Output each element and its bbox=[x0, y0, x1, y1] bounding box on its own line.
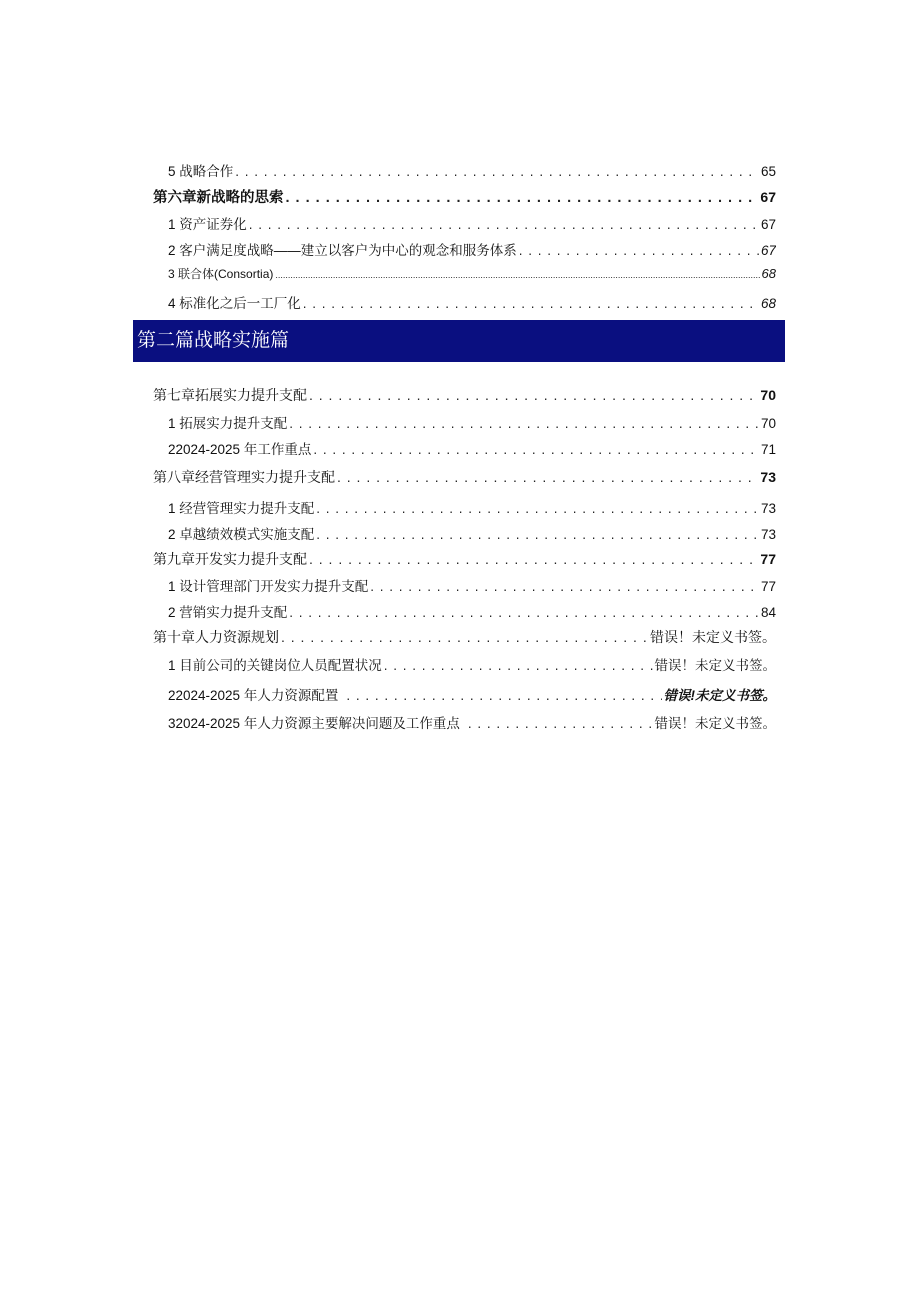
toc-entry-label: 5 战略合作 bbox=[168, 164, 234, 179]
toc-leader-dots bbox=[249, 217, 759, 232]
toc-entry-label: 1 资产证券化 bbox=[168, 217, 247, 232]
toc-entry-page: 68 bbox=[760, 296, 776, 311]
toc-entry-label: 第八章经营管理实力提升支配 bbox=[153, 469, 335, 485]
toc-entry-label: 第十章人力资源规划 bbox=[153, 629, 279, 645]
toc-leader-dots bbox=[286, 190, 759, 206]
toc-entry-page: 77 bbox=[760, 551, 776, 567]
toc-chapter-entry[interactable] bbox=[153, 549, 776, 569]
toc-entry-label: 1 经营管理实力提升支配 bbox=[168, 501, 315, 516]
toc-entry-label: 第七章拓展实力提升支配 bbox=[153, 387, 307, 403]
toc-leader-dots bbox=[337, 469, 758, 485]
toc-leader-dots bbox=[275, 270, 759, 280]
toc-entry-page: 73 bbox=[760, 527, 776, 542]
toc-entry-page: 错误！未定义书签。 bbox=[650, 629, 776, 645]
toc-entry-label: 第九章开发实力提升支配 bbox=[153, 551, 307, 567]
toc-entry-page: 67 bbox=[760, 243, 776, 258]
toc-entry[interactable] bbox=[168, 497, 776, 517]
toc-entry-label: 32024-2025 年人力资源主要解决问题及工作重点 bbox=[168, 716, 460, 731]
toc-leader-dots bbox=[303, 296, 759, 311]
toc-entry-page: 67 bbox=[760, 189, 776, 205]
toc-entry[interactable] bbox=[168, 292, 776, 312]
toc-entry[interactable] bbox=[168, 239, 776, 259]
toc-entry-label: 3 联合体(Consortia) bbox=[168, 267, 274, 281]
toc-chapter-entry[interactable] bbox=[153, 186, 776, 207]
toc-entry-label: 1 拓展实力提升支配 bbox=[168, 416, 288, 431]
toc-entry-page: 77 bbox=[760, 579, 776, 594]
toc-entry-page: 71 bbox=[760, 442, 776, 457]
toc-entry-page: 65 bbox=[760, 164, 776, 179]
toc-entry-label: 1 目前公司的关键岗位人员配置状况 bbox=[168, 658, 382, 673]
toc-entry-label: 2 卓越绩效模式实施支配 bbox=[168, 527, 315, 542]
toc-entry-page: 70 bbox=[760, 416, 776, 431]
toc-entry[interactable] bbox=[168, 265, 776, 282]
toc-entry-page: 73 bbox=[760, 469, 776, 485]
toc-leader-dots bbox=[316, 527, 759, 542]
toc-entry-label: 22024-2025 年人力资源配置 bbox=[168, 688, 339, 703]
toc-leader-dots bbox=[235, 164, 759, 179]
toc-entry-label: 2 营销实力提升支配 bbox=[168, 605, 288, 620]
toc-leader-dots bbox=[346, 688, 661, 703]
toc-entry-page: 错误！未定义书签。 bbox=[654, 716, 776, 731]
toc-leader-dots bbox=[289, 605, 759, 620]
toc-chapter-entry[interactable] bbox=[153, 467, 776, 487]
toc-entry-page: 错误!未定义书签。 bbox=[663, 688, 776, 703]
part-heading-banner[interactable]: 第二篇战略实施篇 bbox=[133, 320, 785, 362]
toc-leader-dots bbox=[468, 716, 653, 731]
toc-chapter-entry[interactable] bbox=[153, 627, 776, 647]
toc-entry[interactable] bbox=[168, 438, 776, 458]
toc-entry-page: 68 bbox=[761, 266, 776, 281]
toc-leader-dots bbox=[309, 551, 758, 567]
toc-leader-dots bbox=[316, 501, 759, 516]
toc-entry-page: 67 bbox=[760, 217, 776, 232]
toc-entry[interactable] bbox=[168, 575, 776, 595]
toc-entry-label: 2 客户满足度战略——建立以客户为中心的观念和服务体系 bbox=[168, 243, 517, 258]
toc-entry-page: 84 bbox=[760, 605, 776, 620]
toc-entry[interactable] bbox=[168, 654, 776, 674]
toc-entry[interactable] bbox=[168, 523, 776, 543]
toc-leader-dots bbox=[281, 629, 648, 645]
toc-entry-page: 错误！未定义书签。 bbox=[654, 658, 776, 673]
toc-leader-dots bbox=[309, 387, 758, 403]
toc-entry[interactable] bbox=[168, 412, 776, 432]
toc-leader-dots bbox=[313, 442, 759, 457]
toc-entry-label: 22024-2025 年工作重点 bbox=[168, 442, 312, 457]
toc-entry-page: 70 bbox=[760, 387, 776, 403]
toc-leader-dots bbox=[519, 243, 759, 258]
toc-entry[interactable] bbox=[168, 213, 776, 233]
toc-entry-page: 73 bbox=[760, 501, 776, 516]
toc-chapter-entry[interactable] bbox=[153, 385, 776, 405]
toc-entry[interactable] bbox=[168, 712, 776, 732]
toc-entry[interactable] bbox=[168, 684, 776, 704]
toc-leader-dots bbox=[289, 416, 759, 431]
toc-entry[interactable] bbox=[168, 160, 776, 180]
toc-entry[interactable] bbox=[168, 601, 776, 621]
toc-entry-label: 1 设计管理部门开发实力提升支配 bbox=[168, 579, 369, 594]
toc-entry-label: 4 标准化之后一工厂化 bbox=[168, 296, 301, 311]
toc-leader-dots bbox=[370, 579, 759, 594]
toc-entry-label: 第六章新战略的思索 bbox=[153, 190, 284, 206]
toc-leader-dots bbox=[384, 658, 653, 673]
